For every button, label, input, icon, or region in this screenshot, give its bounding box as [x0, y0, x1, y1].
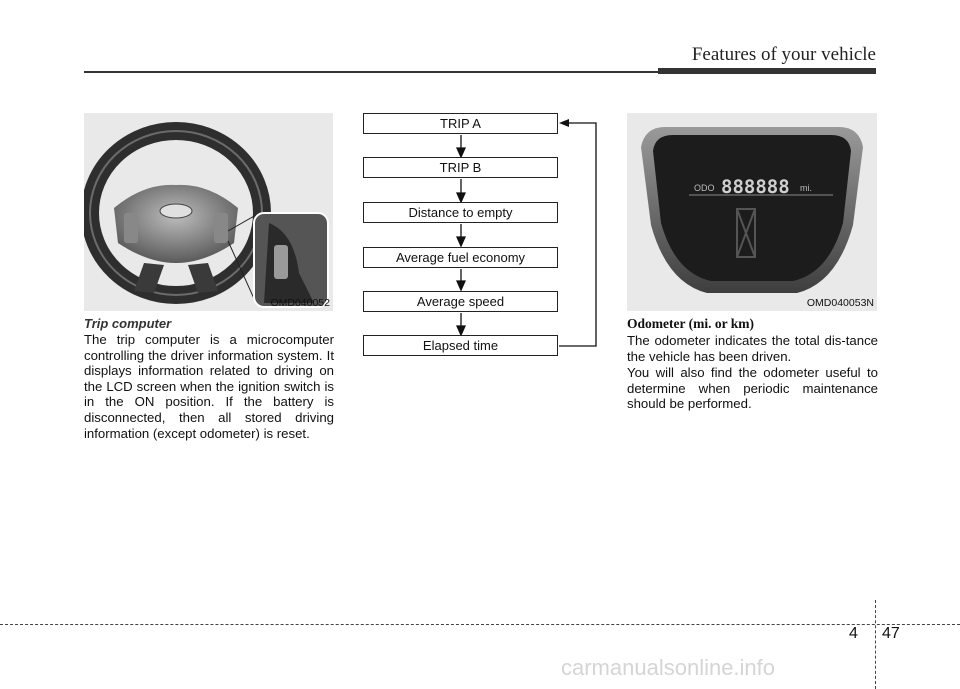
flow-item-average-speed: Average speed — [363, 291, 558, 312]
flow-item-distance-to-empty: Distance to empty — [363, 202, 558, 223]
odo-digits: 888888 — [721, 176, 790, 198]
odo-label: ODO — [694, 183, 715, 193]
odometer-paragraph-2: You will also find the odometer useful to determine when periodic maintenance should be performed. — [627, 365, 878, 412]
footer-rule — [0, 624, 960, 625]
flow-item-average-fuel-economy: Average fuel economy — [363, 247, 558, 268]
figure-code: OMD040052 — [270, 297, 330, 309]
steering-wheel-illustration — [84, 113, 333, 311]
odometer-figure — [627, 113, 877, 311]
figure-code: OMD040053N — [806, 297, 874, 309]
odometer-paragraph-1: The odometer indicates the total dis-tance the vehicle has been driven. — [627, 333, 878, 364]
steering-wheel-figure — [84, 113, 333, 311]
odo-unit: mi. — [800, 183, 812, 193]
page-chapter: 4 — [849, 625, 858, 642]
section-title-odometer: Odometer (mi. or km) — [627, 316, 754, 331]
page-number: 47 — [882, 625, 900, 642]
odometer-illustration — [627, 113, 877, 311]
flow-item-elapsed-time: Elapsed time — [363, 335, 558, 356]
header-rule-accent — [658, 68, 876, 74]
watermark: carmanualsonline.info — [561, 655, 776, 680]
page-header-title: Features of your vehicle — [691, 44, 876, 65]
trip-computer-paragraph: The trip computer is a microcomputer controlling the driver information system. It displays information related to driving on the LCD screen when the ignition switch is in the ON position. If the battery is disconnected, then all stored driving information (except odometer) is reset. — [84, 332, 334, 441]
flow-item-trip-a: TRIP A — [363, 113, 558, 134]
flow-item-trip-b: TRIP B — [363, 157, 558, 178]
section-title-trip-computer: Trip computer — [84, 316, 172, 331]
footer-divider — [875, 600, 876, 689]
